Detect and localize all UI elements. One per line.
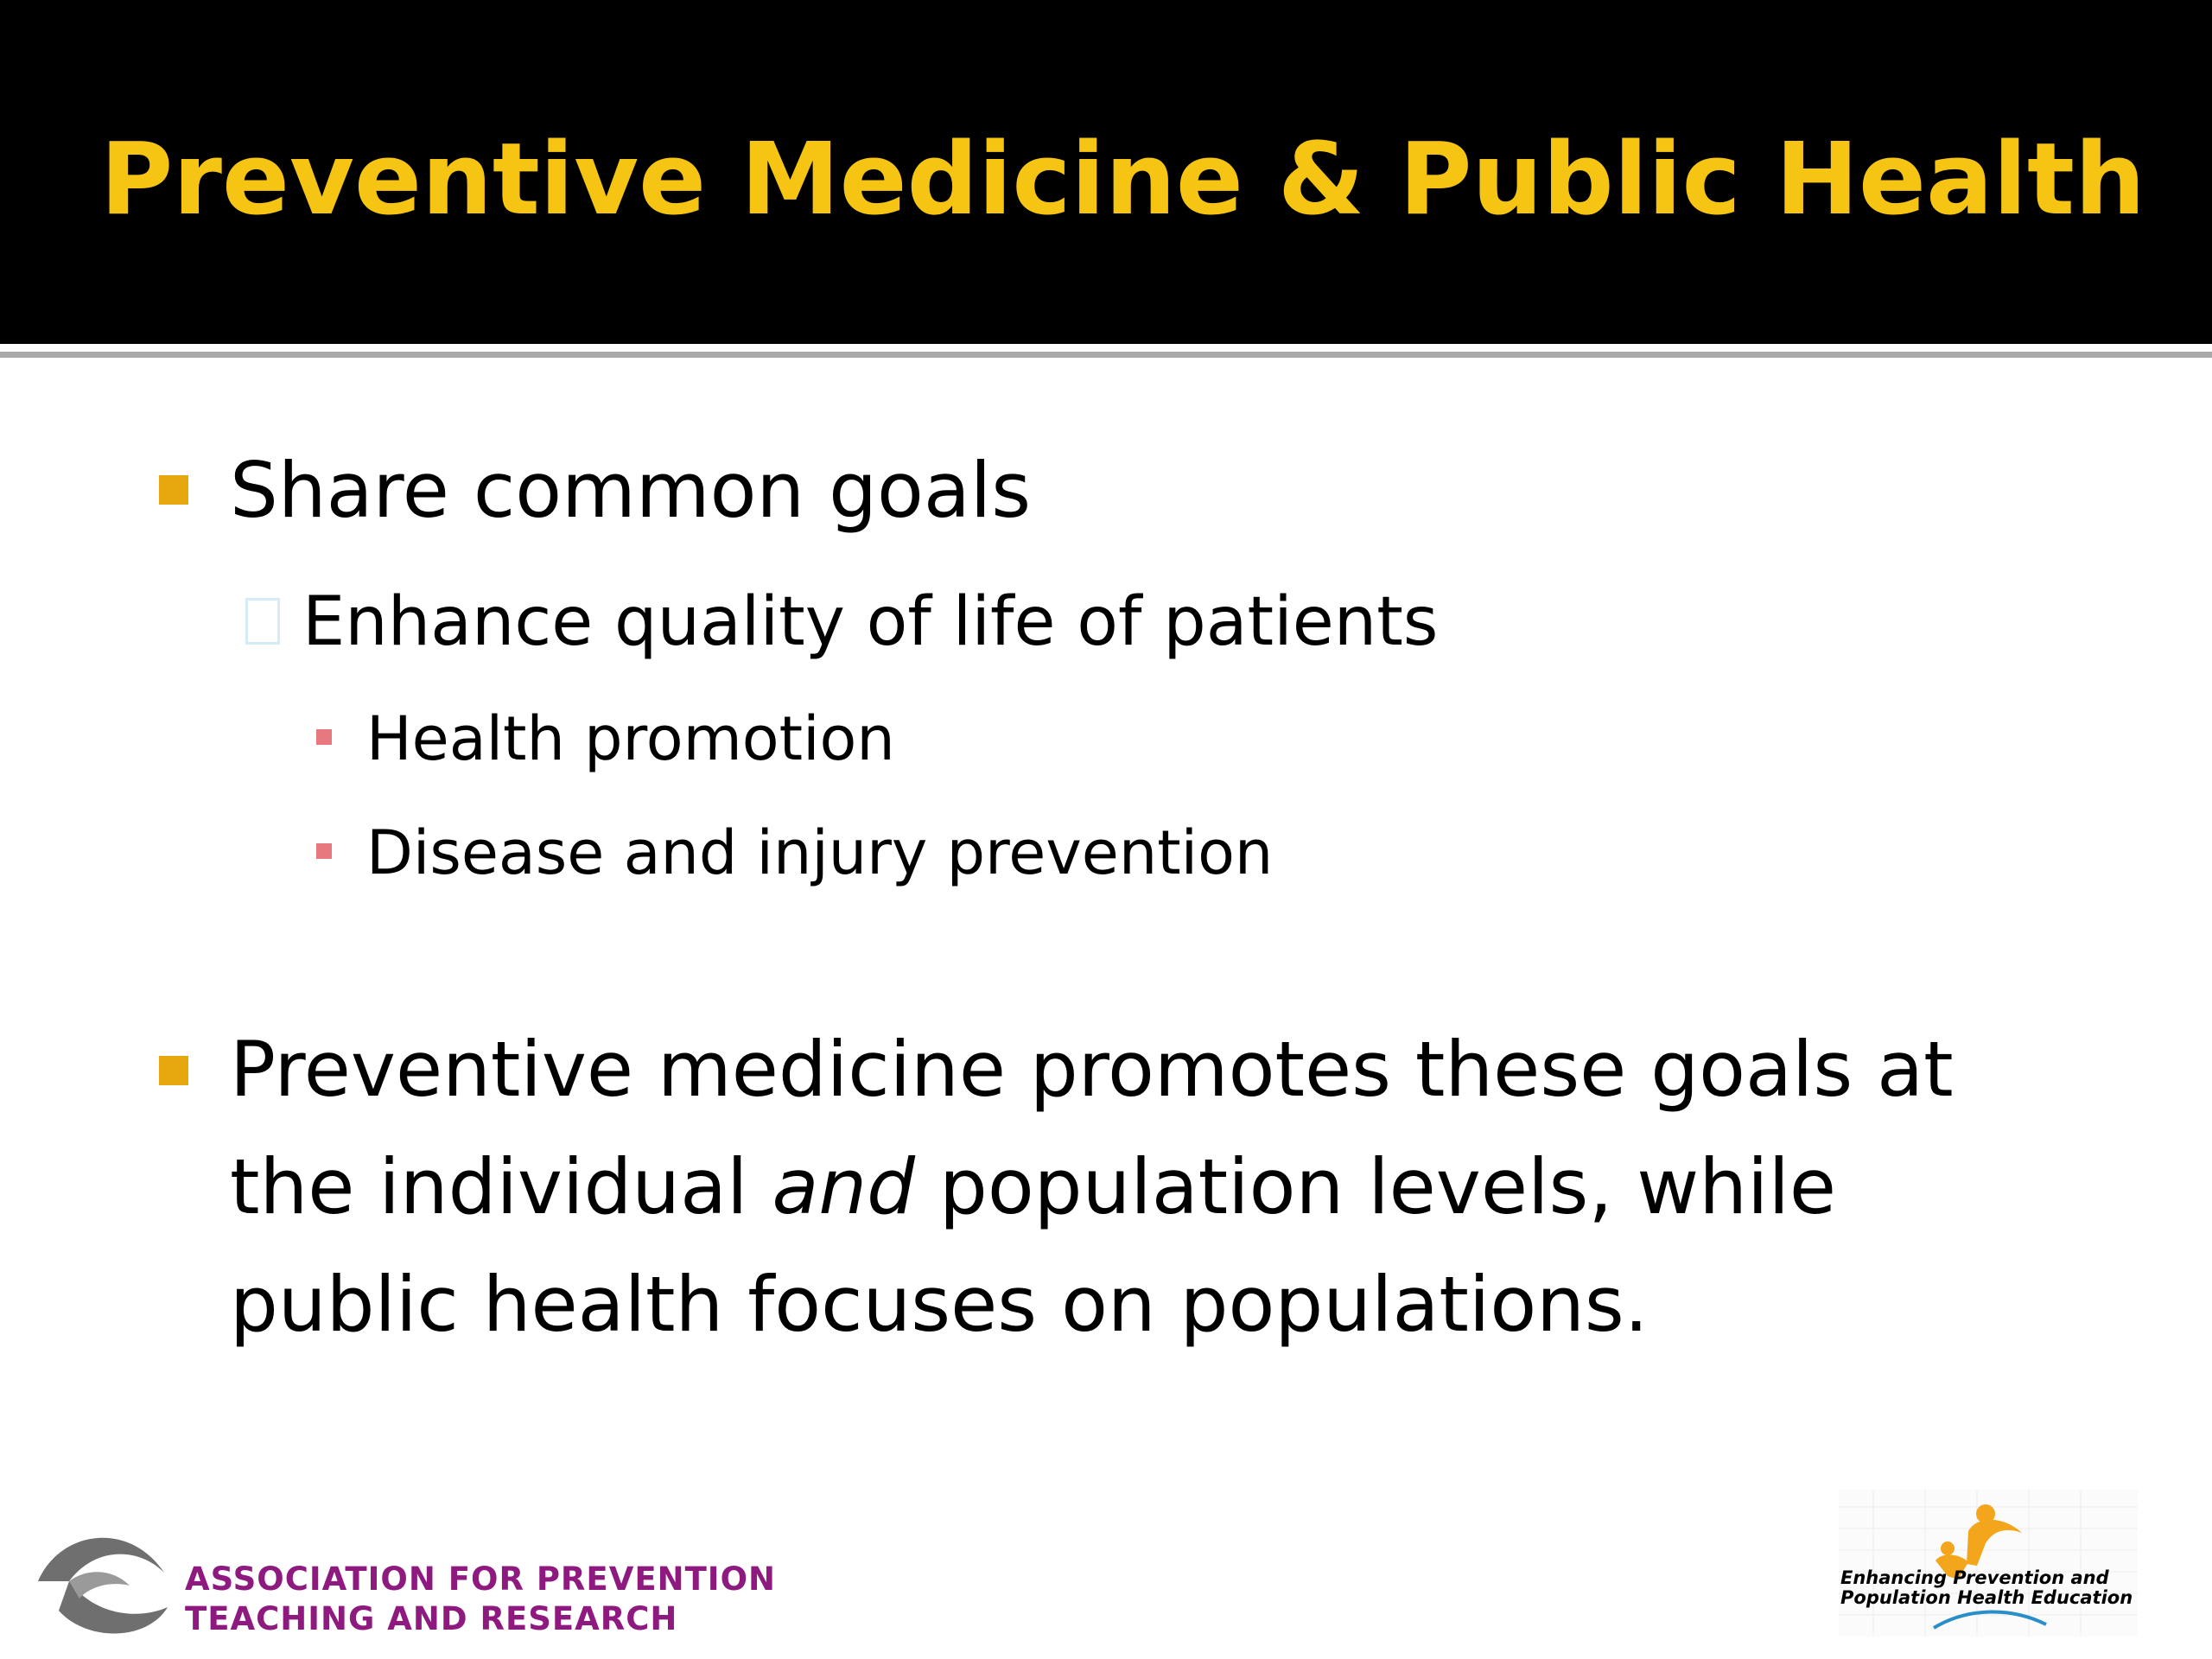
bullet-small-square-icon bbox=[316, 729, 332, 745]
paragraph-emphasis-and: and bbox=[772, 1142, 915, 1231]
bullet-outline-box-icon bbox=[245, 598, 280, 645]
bullet-square-icon bbox=[159, 1056, 188, 1085]
bullet-share-goals: Share common goals bbox=[230, 446, 1032, 535]
aptr-logo-line-2: TEACHING AND RESEARCH bbox=[185, 1600, 678, 1637]
paragraph-line-1: Preventive medicine promotes these goals at bbox=[230, 1025, 1954, 1114]
paragraph-line-2-start: the individual bbox=[230, 1142, 772, 1231]
paragraph-line-2-end: population levels, while bbox=[915, 1142, 1837, 1231]
bullet-square-icon bbox=[159, 475, 188, 505]
slide-title: Preventive Medicine & Public Health bbox=[100, 122, 2145, 238]
people-figures-logo-icon bbox=[1839, 1490, 2138, 1637]
item-disease-prevention: Disease and injury prevention bbox=[366, 817, 1274, 888]
paragraph-line-2 bbox=[230, 1128, 1836, 1246]
item-health-promotion: Health promotion bbox=[366, 703, 895, 774]
sub-bullet-quality-of-life: Enhance quality of life of patients bbox=[302, 583, 1439, 661]
bullet-small-square-icon bbox=[316, 843, 332, 859]
ephpe-logo-line-2: Population Health Education bbox=[1840, 1587, 2133, 1608]
aptr-swoosh-logo-icon bbox=[35, 1521, 173, 1642]
aptr-logo-line-1: ASSOCIATION FOR PREVENTION bbox=[185, 1560, 776, 1598]
title-divider bbox=[0, 352, 2212, 358]
paragraph-line-3: public health focuses on populations. bbox=[230, 1260, 1649, 1349]
ephpe-logo-line-1: Enhancing Prevention and bbox=[1840, 1567, 2109, 1588]
